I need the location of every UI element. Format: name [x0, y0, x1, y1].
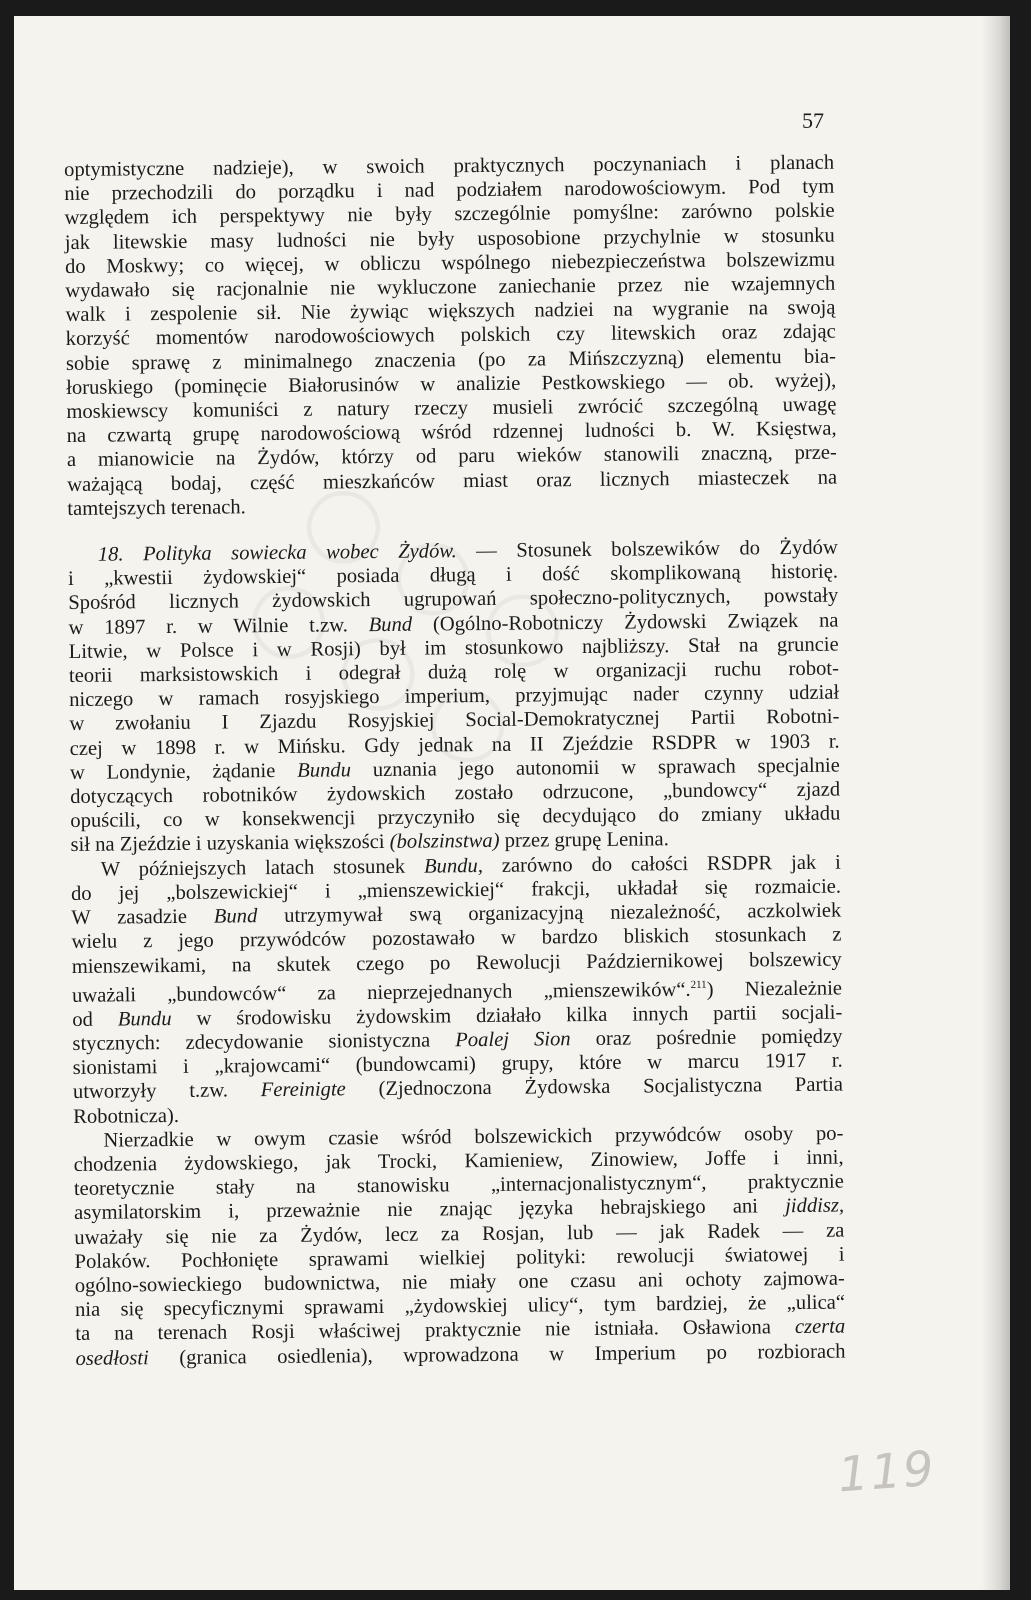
italic-term: czerta [794, 1315, 846, 1339]
text-fragment: oraz pośrednie pomiędzy [595, 1025, 843, 1050]
text-fragment: (Ogólno-Robotniczy Żydowski Związek na [432, 609, 839, 636]
text-line: względem ich perspektywy nie były szczególnie pomyślne: zarówno polskie [64, 200, 835, 230]
book-page [14, 16, 1010, 1590]
text-fragment: od [72, 1008, 93, 1031]
text-line: jak litewskie masy ludności nie były usposobione przychylnie w stosunku [64, 224, 835, 254]
text-fragment: zarówno do całości RSDPR jak i [501, 851, 841, 877]
text-fragment: uważali „bundowców“ za nieprzejednanych „mienszewików“. [71, 978, 691, 1007]
text-line: Robotnicza). [73, 1104, 180, 1128]
text-line: Litwie, w Polsce i w Rosji) był im stosunkowo najbliższy. Stał na gruncie [68, 633, 839, 663]
text-fragment: (granica osiedlenia), wprowadzona w Imperium po rozbiorach [179, 1340, 846, 1369]
text-fragment: W zasadzie [71, 905, 188, 930]
text-line: Polaków. Pochłonięte sprawami wielkiej polityki: rewolucji światowej i [74, 1243, 845, 1273]
text-fragment: uznania jego autonomii w sprawach specjalnie [372, 754, 840, 781]
text-fragment: utrzymywał swą organizacyjną niezależność, aczkolwiek [284, 899, 842, 928]
text-line: korzyść momentów narodowościowych polskich czy litewskich oraz zdając [65, 321, 836, 351]
text-fragment: utworzyły t.zw. [72, 1079, 229, 1104]
text-fragment: przez grupę Lenina. [504, 828, 669, 853]
body-text [64, 151, 846, 1371]
text-line: moskiewscy komuniści z natury rzeczy musieli zwrócić szczególną uwagę [66, 393, 837, 424]
text-fragment: — Stosunek bolszewików do Żydów [476, 536, 838, 563]
page-number: 57 [802, 108, 824, 133]
text-line: do Moskwy; co więcej, w obliczu wspólnego niebezpieczeństwa bolszewizmu [64, 248, 836, 278]
text-fragment: ) Niezależnie [706, 977, 843, 1001]
text-line: dotyczących robotników żydowskich zostało odrzucone, „bundowcy“ zjazd [70, 778, 841, 809]
section-18 [68, 536, 841, 858]
section-number: 18. [97, 543, 124, 566]
text-line: do jej „bolszewickiej“ i „mienszewickiej“ frakcji, układał się rozmaicie. [70, 875, 842, 905]
text-line: łoruskiego (pominęcie Białorusinów w analizie Pestkowskiego — ob. wyżej), [66, 369, 837, 399]
text-line: na czwartą grupę narodowościową wśród rdzennej ludności b. W. Księstwa, [66, 417, 837, 448]
text-line: teoretycznie stały na stanowisku „internacjonalistycznym“, praktycznie [73, 1170, 844, 1201]
text-line: chodzenia żydowskiego, jak Trocki, Kamieniew, Zinowiew, Joffe i inni, [73, 1146, 844, 1176]
text-line: uważały się nie za Żydów, lecz za Rosjan, lub — jak Radek — za [74, 1219, 845, 1249]
italic-term: Fereinigte [260, 1078, 346, 1102]
text-line: wielu z jego przywódców pozostawało w bardzo bliskich stosunkach z [71, 923, 842, 954]
text-line: Nierzadkie w owym czasie wśród bolszewickich przywódców osoby po- [103, 1122, 844, 1152]
text-line: walk i zespolenie sił. Nie żywiąc większych nadziei na wygranie na swoją [65, 296, 836, 327]
handwritten-archive-number: 119 [836, 1440, 938, 1504]
text-fragment: sił na Zjeździe i uzyskania większości [70, 831, 385, 857]
text-fragment: stycznych: zdecydowanie sionistyczna [72, 1029, 431, 1055]
text-line: sionistami i „krajowcami“ (bundowcami) grupy, które w marcu 1917 r. [72, 1049, 843, 1080]
paragraph-3 [71, 850, 844, 1128]
italic-term: Poalej Sion [455, 1028, 571, 1052]
text-line: sobie sprawę z minimalnego znaczenia (po za Mińszczyzną) elementu bia- [65, 345, 837, 375]
text-line: i „kwestii żydowskiej“ posiada długą i dość skomplikowaną historię. [67, 560, 839, 591]
footnote-ref: 211 [690, 978, 707, 991]
text-line: ogólno-sowieckiego budownictwa, nie miały one czasu ani ochoty zajmowa- [74, 1267, 845, 1297]
text-line: a mianowicie na Żydów, którzy od paru wieków stanowili znaczną, prze- [66, 442, 837, 472]
text-fragment: W późniejszych latach stosunek [100, 855, 406, 881]
italic-term: Bundu [297, 759, 352, 782]
text-line: ważającą bodaj, część mieszkańców miast oraz licznych miasteczek na [67, 466, 838, 496]
text-line: optymistyczne nadzieje), w swoich praktycznych poczynaniach i planach [64, 151, 835, 181]
italic-term: Bundu [117, 1007, 172, 1031]
paragraph-4 [73, 1121, 845, 1370]
text-fragment: w 1897 r. w Wilnie t.zw. [68, 613, 348, 639]
italic-term: Bund [368, 613, 413, 636]
text-line: opuścili, co w konsekwencji przyczyniło się decydująco do zmiany układu [70, 802, 841, 833]
text-line: nie przechodzili do porządku i nad podziałem narodowościowym. Pod tym [64, 175, 835, 206]
text-fragment: w Londynie, żądanie [69, 759, 276, 784]
text-fragment: asymilatorskim i, przeważnie nie znając języka hebrajskiego ani [74, 1195, 759, 1225]
text-line: niczego w ramach rosyjskiego imperium, przyjmując nader czynny udział [69, 681, 840, 712]
paragraph-1 [64, 151, 837, 521]
text-line: w zwołaniu I Zjazdu Rosyjskiej Social-Demokratycznej Partii Robotni- [69, 706, 840, 736]
text-line: tamtejszych terenach. [67, 496, 246, 520]
text-line: wydawało się racjonalnie nie wykluczone zaniechanie przez nie wzajemnych [65, 272, 836, 303]
text-line: teorii marksistowskich i odegrał dużą rolę w organizacji ruchu robot- [68, 657, 840, 688]
text-line: mienszewikami, na skutek czego po Rewolucji Październikowej bolszewicy [71, 948, 842, 978]
text-line: nia się specyficznymi sprawami „żydowskiej ulicy“, tym bardziej, że „ulica“ [74, 1291, 846, 1322]
text-line: czej w 1898 r. w Mińsku. Gdy jednak na II Zjeździe RSDPR w 1903 r. [69, 730, 840, 760]
italic-term: (bolszinstwa) [389, 830, 500, 854]
text-fragment: w środowisku żydowskim działało kilka innych partii socjali- [196, 1001, 843, 1030]
italic-term: osedłosti [75, 1346, 149, 1370]
text-fragment: ta na terenach Rosji właściwej praktycznie nie istniała. Osławiona [75, 1316, 772, 1346]
section-title: Polityka sowiecka wobec Żydów. [142, 540, 457, 566]
text-fragment: (Zjednoczona Żydowska Socjalistyczna Partia [378, 1073, 844, 1101]
italic-term: Bund [213, 905, 258, 928]
text-line: Spośród licznych żydowskich ugrupowań społeczno-politycznych, powstały [68, 585, 839, 615]
italic-term: Bundu, [423, 854, 484, 878]
italic-term: jiddisz, [785, 1194, 845, 1218]
